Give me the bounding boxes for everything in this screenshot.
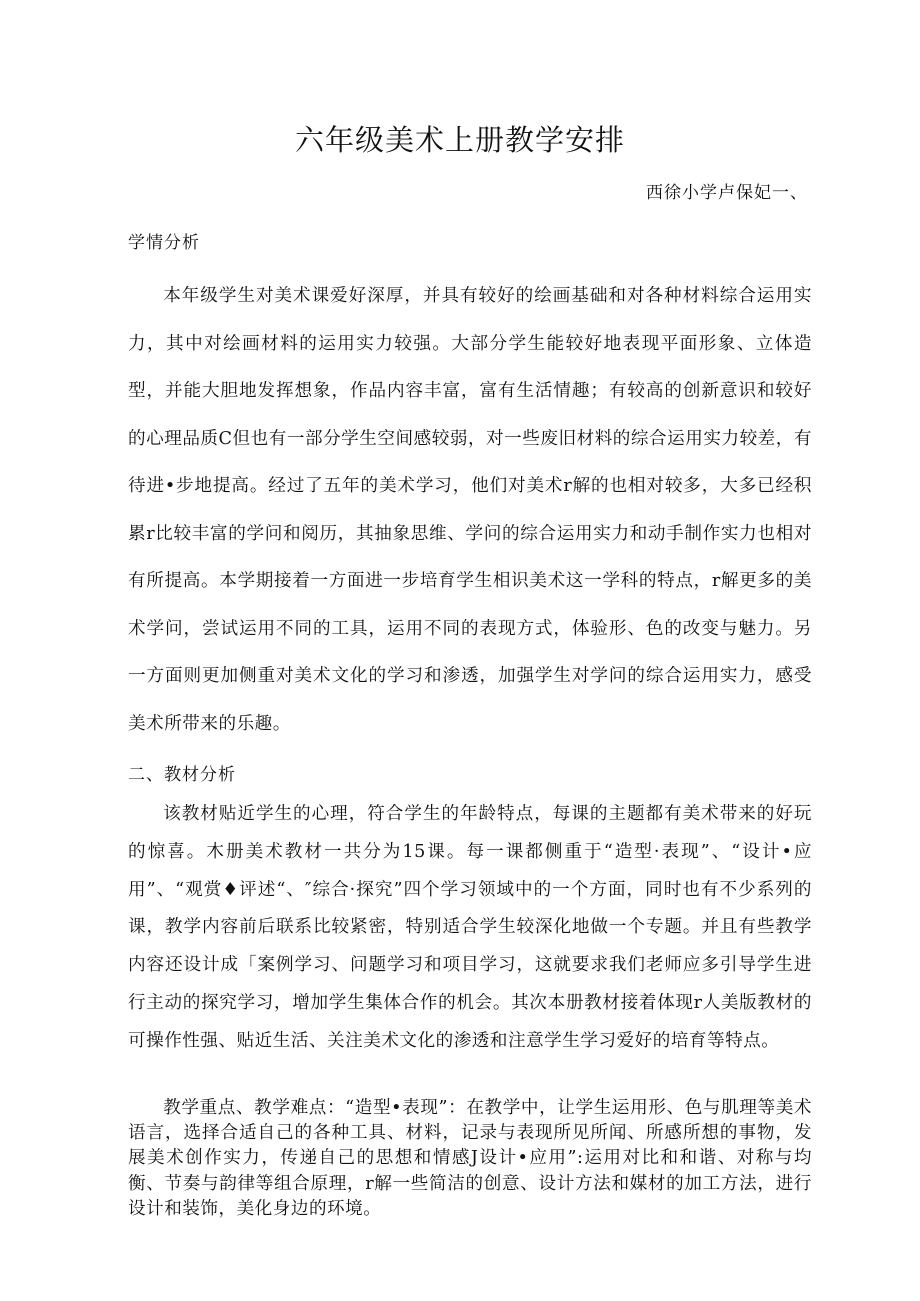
section-heading-learning-analysis: 学情分析	[128, 233, 200, 253]
author-line: 西徐小学卢保妃一、	[646, 183, 808, 203]
paragraph-textbook-analysis: 该教材贴近学生的心理，符合学生的年龄特点，每课的主题都有美术带来的好玩的惊喜。木册美术教材一共分为15课。每一课都侧重于“造型·表现”、“设计•应用”、“观赏♦评述“、″综合·探究”四个学习领域中的一个方面，同时也有不少系列的课，教学内容前后联系比较紧密，特别适合学生较深化地做一个专题。并且有些教学内容还设计成「案例学习、问题学习和项目学习，这就要求我们老师应多引导学生进行主动的探究学习，增加学生集体合作的机会。其次本册教材接着体现r人美版教材的可操作性强、贴近生活、关注美术文化的渗透和注意学生学习爱好的培育等特点。	[128, 804, 812, 1051]
paragraph-teaching-focus: 教学重点、教学难点：“造型•表现”：在教学中，让学生运用形、色与肌理等美术语言，选择合适自己的各种工具、材料，记录与表现所见所闻、所感所想的事物，发展美术创作实力，传递自己的思想和情感J设计•应用”:运用对比和和谐、对称与均衡、节奏与韵律等组合原理，r解一些简洁的创意、设计方法和媒材的加工方法，进行设计和装饰，美化身边的环境。	[128, 1098, 812, 1219]
paragraph-learning-analysis: 本年级学生对美术课爱好深厚，并具有较好的绘画基础和对各种材料综合运用实力，其中对绘画材料的运用实力较强。大部分学生能较好地表现平面形象、立体造型，并能大胆地发挥想象，作品内容丰富，富有生活情趣；有较高的创新意识和较好的心理品质C但也有一部分学生空间感较弱，对一些废旧材料的综合运用实力较差，有待进•步地提高。经过了五年的美术学习，他们对美术r解的也相对较多，大多已经积累r比较丰富的学问和阅历，其抽象思维、学问的综合运用实力和动手制作实力也相对有所提高。本学期接着一方面进一步培育学生相识美术这一学科的特点，r解更多的美术学问，尝试运用不同的工具，运用不同的表现方式，体验形、色的改变与魅力。另一方面则更加侧重对美术文化的学习和渗透，加强学生对学问的综合运用实力，感受美术所带来的乐趣。	[128, 286, 812, 734]
document-title: 六年级美术上册教学安排	[294, 123, 625, 157]
section-heading-textbook-analysis: 二、教材分析	[128, 765, 236, 785]
